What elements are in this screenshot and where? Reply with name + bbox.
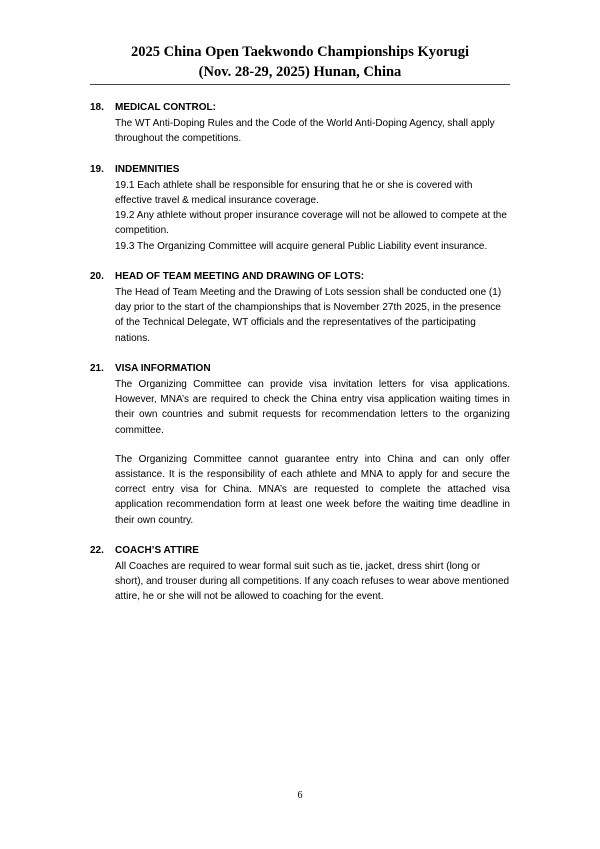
paragraph-gap: [90, 438, 510, 452]
section-paragraph: The WT Anti-Doping Rules and the Code of the World Anti-Doping Agency, shall apply throughout the competitions.: [115, 118, 495, 145]
section-paragraph: The Organizing Committee cannot guarantee entry into China and can only offer assistance. It is the responsibility of each athlete and MNA to apply for and secure the correct entry visa for China. MNA’s are requested to complete the attached visa application recommendation form at least one week before the waiting time deadline in their own country.: [115, 453, 510, 526]
section-number: 21.: [90, 362, 104, 374]
section-heading: [90, 543, 510, 558]
section-paragraph: 19.3 The Organizing Committee will acquire general Public Liability event insurance.: [115, 240, 488, 252]
document-header: [90, 42, 510, 82]
section-number: 20.: [90, 270, 104, 282]
section-number: 19.: [90, 163, 104, 175]
section-title: HEAD OF TEAM MEETING AND DRAWING OF LOTS:: [115, 270, 365, 282]
section-paragraph: The Organizing Committee can provide visa invitation letters for visa applications. However, MNA’s are required to check the China entry visa application waiting times in their own countries and submit requests for recommendation letters to the organizing committee.: [115, 379, 510, 436]
section-indemnities: [90, 162, 510, 254]
header-title-line-1: 2025 China Open Taekwondo Championships Kyorugi: [130, 44, 470, 60]
section-title: INDEMNITIES: [115, 163, 180, 175]
header-title-line-2: (Nov. 28-29, 2025) Hunan, China: [198, 64, 402, 80]
section-heading: [90, 100, 510, 115]
section-title: VISA INFORMATION: [115, 362, 211, 374]
page-number: 6: [297, 790, 303, 801]
header-rule: [90, 84, 510, 85]
section-paragraph: 19.2 Any athlete without proper insurance coverage will not be allowed to compete at the competition.: [115, 210, 507, 237]
section-title: MEDICAL CONTROL:: [115, 102, 216, 113]
section-heading: [90, 361, 510, 376]
section-head-of-team-meeting: [90, 269, 510, 346]
section-paragraph: All Coaches are required to wear formal suit such as tie, jacket, dress shirt (long or short), and trouser during all competitions. If any coach refuses to wear above mentioned attire, he or she will not be allowed to coaching for the event.: [115, 561, 510, 603]
section-paragraph: 19.1 Each athlete shall be responsible for ensuring that he or she is covered with effective travel & medical insurance coverage.: [115, 179, 473, 207]
section-number: 22.: [90, 544, 104, 556]
section-visa-information: [90, 361, 510, 528]
section-title: COACH’S ATTIRE: [115, 544, 199, 556]
section-heading: [90, 162, 510, 177]
document-body: [90, 100, 510, 620]
section-heading: [90, 269, 510, 284]
section-medical-control: [90, 100, 510, 147]
section-number: 18.: [90, 102, 104, 113]
section-paragraph: The Head of Team Meeting and the Drawing of Lots session shall be conducted one (1) day prior to the start of the championships that is November 27th 2025, in the presence of the Technical Delegate, WT officials and the representatives of the participating nations.: [115, 287, 502, 344]
section-coach-attire: [90, 543, 510, 605]
